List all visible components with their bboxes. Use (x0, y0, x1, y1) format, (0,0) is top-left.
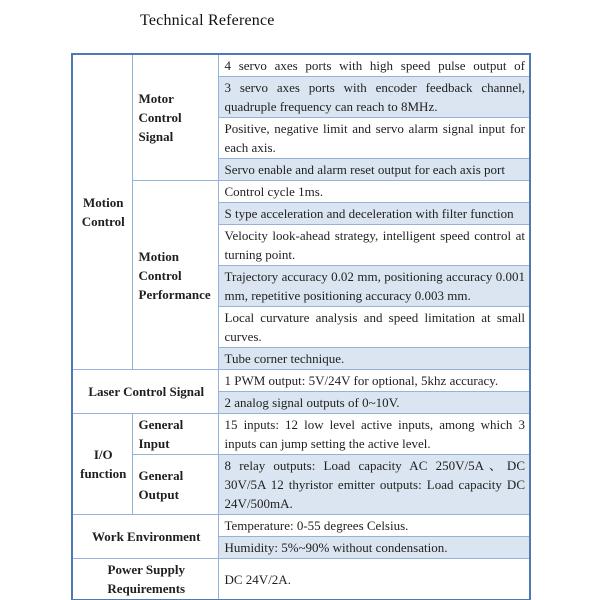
spec-row-pwm-output: 1 PWM output: 5V/24V for optional, 5khz accuracy. (218, 370, 530, 392)
spec-table (71, 53, 531, 600)
spec-row-servo-enable: Servo enable and alarm reset output for each axis port (218, 159, 530, 181)
spec-row-limit-alarm-input: Positive, negative limit and servo alarm signal input for each axis. (218, 118, 530, 159)
spec-row-power-supply: DC 24V/2A. (218, 559, 530, 600)
spec-row-s-type-accel: S type acceleration and deceleration with filter function (218, 203, 530, 225)
spec-row-tube-corner: Tube corner technique. (218, 348, 530, 370)
spec-row-outputs: 8 relay outputs: Load capacity AC 250V/5A、DC 30V/5A 12 thyristor emitter outputs: Load capacity DC 24V/500mA. (218, 455, 530, 515)
cell-power-supply-requirements: Power Supply Requirements (72, 559, 218, 600)
cell-motion-control: Motion Control (72, 54, 132, 370)
cell-motion-control-performance: Motion Control Performance (132, 181, 218, 370)
cell-work-environment: Work Environment (72, 515, 218, 559)
spec-row-local-curvature: Local curvature analysis and speed limitation at small curves. (218, 307, 530, 348)
cell-io-function: I/O function (72, 414, 132, 515)
spec-row-analog-output: 2 analog signal outputs of 0~10V. (218, 392, 530, 414)
spec-row-control-cycle: Control cycle 1ms. (218, 181, 530, 203)
page-title: Technical Reference (140, 12, 275, 29)
spec-row-velocity-lookahead: Velocity look-ahead strategy, intelligent speed control at turning point. (218, 225, 530, 266)
spec-row-encoder-feedback: 3 servo axes ports with encoder feedback channel, quadruple frequency can reach to 8MHz. (218, 77, 530, 118)
cell-general-output: General Output (132, 455, 218, 515)
spec-row-inputs: 15 inputs: 12 low level active inputs, among which 3 inputs can jump setting the active level. (218, 414, 530, 455)
spec-row-trajectory-accuracy: Trajectory accuracy 0.02 mm, positioning accuracy 0.001 mm, repetitive positioning accuracy 0.003 mm. (218, 266, 530, 307)
cell-motor-control-signal: Motor Control Signal (132, 54, 218, 181)
cell-laser-control-signal: Laser Control Signal (72, 370, 218, 414)
spec-row-temperature: Temperature: 0-55 degrees Celsius. (218, 515, 530, 537)
spec-row-humidity: Humidity: 5%~90% without condensation. (218, 537, 530, 559)
spec-row-pulse-output: 4 servo axes ports with high speed pulse output of (218, 54, 530, 77)
cell-general-input: General Input (132, 414, 218, 455)
technical-reference-table (71, 53, 531, 600)
